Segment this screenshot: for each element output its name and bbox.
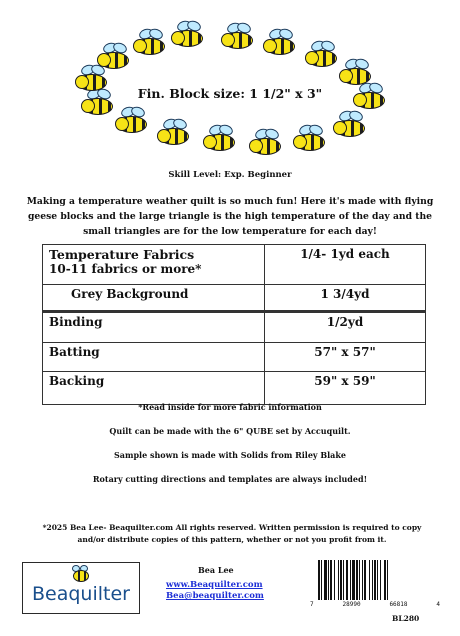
block-size-title: Fin. Block size: 1 1/2" x 3" [137, 86, 323, 101]
barcode-digit-group: 28990 [342, 601, 361, 608]
table-row [43, 343, 426, 372]
fabric-name-detail: 10-11 fabrics or more* [49, 262, 202, 276]
bee-icon [115, 111, 149, 133]
bee-icon [70, 565, 92, 583]
sample-note: Sample shown is made with Solids from Riley Blake [114, 450, 346, 460]
fabric-amount: 1/2yd [265, 312, 426, 343]
bee-icon [157, 123, 191, 145]
fabric-amount: 1/4- 1yd each [265, 245, 426, 285]
skill-level: Skill Level: Exp. Beginner [168, 170, 292, 180]
intro-paragraph: Making a temperature weather quilt is so much fun! Here it's made with flying geese blocks and the large triangle is the high temperature of the day and the small triangles are for the low temperature for each day! [26, 196, 434, 237]
bee-icon [305, 45, 339, 67]
fabric-amount: 59" x 59" [265, 372, 426, 405]
fabric-info-note: *Read inside for more fabric information [138, 402, 322, 412]
fabric-name: Batting [43, 343, 265, 372]
beaquilter-logo [22, 562, 140, 614]
fabric-requirements-table [42, 244, 426, 405]
table-row [43, 245, 426, 285]
website-link[interactable]: www.Beaquilter.com [166, 580, 263, 590]
table-row [43, 312, 426, 343]
qube-note: Quilt can be made with the 6" QUBE set by Accuquilt. [109, 426, 351, 436]
bee-icon [293, 129, 327, 151]
fabric-name: Grey Background [43, 285, 265, 312]
barcode [318, 560, 436, 600]
fabric-name-cell [43, 245, 265, 285]
pattern-code: BL280 [392, 614, 420, 623]
rotary-note: Rotary cutting directions and templates are always included! [92, 474, 368, 484]
fabric-amount: 57" x 57" [265, 343, 426, 372]
bee-icon [249, 133, 283, 155]
logo-text: Beaquilter [32, 583, 130, 605]
bee-icon [203, 129, 237, 151]
barcode-digit-group: 7 [310, 601, 314, 608]
table-row [43, 285, 426, 312]
bee-icon [263, 33, 297, 55]
table-row [43, 372, 426, 405]
fabric-amount: 1 3/4yd [265, 285, 426, 312]
copyright-line: and/or distribute copies of this pattern, whether or not you profit from it. [77, 535, 387, 544]
barcode-digits [310, 601, 440, 608]
email-link[interactable]: Bea@beaquilter.com [166, 591, 264, 601]
bee-icon [333, 115, 367, 137]
bee-icon [97, 47, 131, 69]
copyright-notice [22, 522, 442, 546]
fabric-name: Binding [43, 312, 265, 343]
barcode-digit-group: 66818 [389, 601, 408, 608]
bee-icon [133, 33, 167, 55]
barcode-digit-group: 4 [436, 601, 440, 608]
fabric-name: Temperature Fabrics [49, 247, 195, 262]
bee-icon [221, 27, 255, 49]
bee-icon [171, 25, 205, 47]
author-name: Bea Lee [198, 565, 234, 575]
fabric-name: Backing [43, 372, 265, 405]
copyright-line: *2025 Bea Lee- Beaquilter.com All rights reserved. Written permission is required to copy [42, 523, 422, 532]
